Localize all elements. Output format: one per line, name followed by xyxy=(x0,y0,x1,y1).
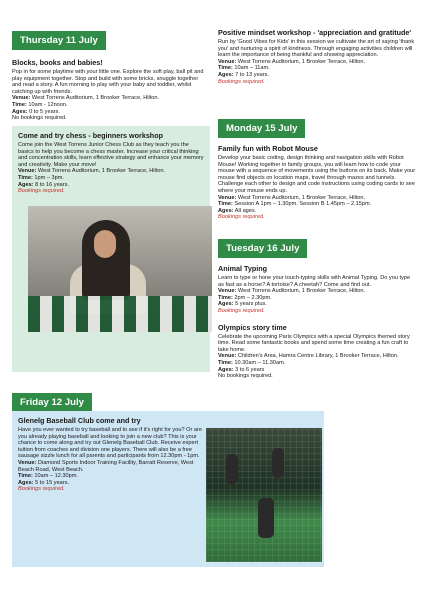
event-description: Pop in for some playtime with your little one. Explore the soft play, ball pit and play equipment together. Stop and build with some bricks, snuggle together and read a story. A fun morning to play with your baby and toddler, whilst catching up with friends. xyxy=(12,69,204,95)
event-olympics-story-time xyxy=(218,319,416,384)
venue-label: Venue: xyxy=(218,353,237,360)
baseball-photo xyxy=(206,428,322,562)
event-title: Olympics story time xyxy=(218,322,287,332)
venue-label: Venue: xyxy=(18,459,37,466)
event-time xyxy=(218,360,416,367)
time-label: Time: xyxy=(218,359,233,366)
event-robot-mouse xyxy=(218,138,416,225)
photo-player-shape xyxy=(226,454,238,484)
venue-value: West Torrens Auditorium, 1 Brooker Terrace, Hilton. xyxy=(31,95,160,102)
chess-photo xyxy=(28,206,212,332)
venue-label: Venue: xyxy=(218,58,237,65)
photo-net-pattern xyxy=(206,428,322,562)
day-banner-tuesday: Tuesday 16 July xyxy=(218,239,307,258)
friday-section xyxy=(12,392,92,412)
time-label: Time: xyxy=(18,174,33,181)
ages-label: Ages: xyxy=(218,301,234,308)
ages-label: Ages: xyxy=(218,207,234,214)
event-ages xyxy=(12,109,208,116)
event-venue xyxy=(218,353,416,360)
venue-label: Venue: xyxy=(218,194,237,201)
event-title: Family fun with Robot Mouse xyxy=(218,144,318,153)
event-time xyxy=(218,201,416,208)
monday-section xyxy=(218,118,416,225)
baseball-event-text xyxy=(18,416,206,493)
right-column-top xyxy=(218,28,416,89)
venue-label: Venue: xyxy=(218,288,237,295)
event-title: Come and try chess - beginners workshop xyxy=(18,131,163,140)
photo-face xyxy=(94,230,116,258)
venue-value: Children's Area, Hamra Centre Library, 1 Brooker Terrace, Hilton. xyxy=(237,353,399,360)
venue-value: West Torrens Auditorium, 1 Brooker Terrace, Hilton. xyxy=(237,194,366,201)
ages-label: Ages: xyxy=(218,366,234,373)
venue-label: Venue: xyxy=(18,168,37,175)
venue-value: West Torrens Auditorium, 1 Brooker Terrace, Hilton. xyxy=(237,58,366,65)
venue-value: Diamond Sports Indoor Training Facility, Barratt Reserve, West Beach Road, West Beach. xyxy=(18,459,194,473)
booking-note: No bookings required. xyxy=(218,373,273,380)
event-blocks-books-babies xyxy=(12,50,208,126)
event-description: Develop your basic coding, design thinking and navigation skills with Robot Mouse! Working together in family groups, you will learn how to code your mouse with a sequence of movements using the buttons on its back. Make your mouse find objects on location maps, travel through mazes and tunnels. Challenge each other to design and code instructions using coding cards to see where your mouse ends up. xyxy=(218,155,416,194)
venue-value: West Torrens Auditorium, 1 Brooker Terrace, Hilton. xyxy=(237,288,366,295)
booking-required-note: Bookings required. xyxy=(218,307,265,314)
event-title: Blocks, books and babies! xyxy=(12,58,103,67)
time-label: Time: xyxy=(18,473,33,480)
event-description: Learn to type or hone your touch-typing skills with Animal Typing. Do you type as fast as a horse? A tortoise? A cheetah? Come and find out. xyxy=(218,275,411,288)
chess-board xyxy=(28,296,212,332)
event-time xyxy=(18,473,206,480)
time-label: Time: xyxy=(218,65,233,72)
event-ages xyxy=(218,301,416,308)
event-ages xyxy=(18,480,206,487)
time-value: 10am – 11am. xyxy=(234,65,270,72)
event-venue xyxy=(218,59,416,66)
booking-required-note: Bookings required. xyxy=(18,486,65,493)
event-description: Celebrate the upcoming Paris Olympics with a special Olympics themed story time. Read some fantastic books and spend some time creating a fun craft to take home. xyxy=(218,333,410,353)
time-value: 10.30am – 11.30am. xyxy=(234,359,286,366)
ages-label: Ages: xyxy=(12,108,28,115)
ages-value: 0 to 5 years. xyxy=(29,108,60,115)
time-value: 10am – 12.30pm. xyxy=(34,473,78,480)
ages-value: 5 to 15 years. xyxy=(35,479,70,486)
ages-label: Ages: xyxy=(18,181,34,188)
event-venue xyxy=(18,460,206,473)
day-banner-friday: Friday 12 July xyxy=(12,393,92,412)
event-time xyxy=(12,102,208,109)
event-description: Run by 'Good Vibes for Kids' in this session we cultivate the art of saying 'thank you' and nurturing a spirit of kindness. Through engaging activities children will learn the importance of being thankful and showing appreciation. xyxy=(218,39,415,59)
time-value: 10am - 12noon. xyxy=(28,101,68,108)
time-label: Time: xyxy=(218,201,233,208)
booking-required-note: Bookings required. xyxy=(218,214,265,221)
time-value: Session A 1pm – 1.30pm. Session B 1.45pm – 2.15pm. xyxy=(234,201,372,208)
event-ages xyxy=(18,182,204,189)
event-ages xyxy=(218,72,416,79)
event-title: Positive mindset workshop - 'appreciation and gratitude' xyxy=(218,28,412,37)
event-venue xyxy=(12,95,208,102)
ages-value: 3 to 6 years xyxy=(235,366,265,373)
left-column xyxy=(12,30,208,126)
ages-label: Ages: xyxy=(218,71,234,78)
ages-value: 7 to 13 years. xyxy=(235,71,270,78)
event-venue xyxy=(18,168,204,175)
event-ages xyxy=(218,208,416,215)
event-title: Animal Typing xyxy=(218,264,267,273)
time-label: Time: xyxy=(12,101,27,108)
photo-player-shape xyxy=(272,448,284,478)
event-ages xyxy=(218,367,416,374)
event-time xyxy=(218,65,416,72)
ages-label: Ages: xyxy=(18,479,34,486)
day-banner-thursday: Thursday 11 July xyxy=(12,31,106,50)
ages-value: All ages. xyxy=(234,207,257,214)
booking-required-note: Bookings required. xyxy=(18,188,65,195)
time-value: 2pm – 2.30pm. xyxy=(234,294,272,301)
event-title: Glenelg Baseball Club come and try xyxy=(18,416,141,425)
event-venue xyxy=(218,195,416,202)
ages-value: 8 to 16 years. xyxy=(35,181,70,188)
booking-note: No bookings required. xyxy=(12,115,67,122)
event-venue xyxy=(218,288,416,295)
time-value: 1pm – 3pm. xyxy=(34,174,64,181)
event-time xyxy=(18,175,204,182)
event-description: Have you ever wanted to try baseball and to see if it’s right for you? Or are you already playing baseball and looking to join a new club? This is your chance to come along and try out Glenelg Baseball Club. Receive expert tuition from coaches and division one players. There will also be a free sausage sizzle lunch for all parents and participants from 12.30pm - 1pm. xyxy=(18,427,202,460)
ages-value: 5 years plus. xyxy=(235,301,267,308)
day-banner-monday: Monday 15 July xyxy=(218,119,305,138)
venue-label: Venue: xyxy=(12,95,31,102)
event-animal-typing xyxy=(218,258,416,319)
event-description: Come join the West Torrens Junior Chess Club as they teach you the basics to help you become a chess master. Increase your critical thinking and concentration skills, learn effective strategy and enhance your memory and creativity. Make your move! xyxy=(18,142,204,168)
tuesday-section xyxy=(218,238,416,384)
event-time xyxy=(218,295,416,302)
venue-value: West Torrens Auditorium, 1 Brooker Terrace, Hilton. xyxy=(37,168,166,175)
time-label: Time: xyxy=(218,294,233,301)
booking-required-note: Bookings required. xyxy=(218,78,265,85)
event-positive-mindset xyxy=(218,28,416,89)
photo-player-shape xyxy=(258,498,274,538)
